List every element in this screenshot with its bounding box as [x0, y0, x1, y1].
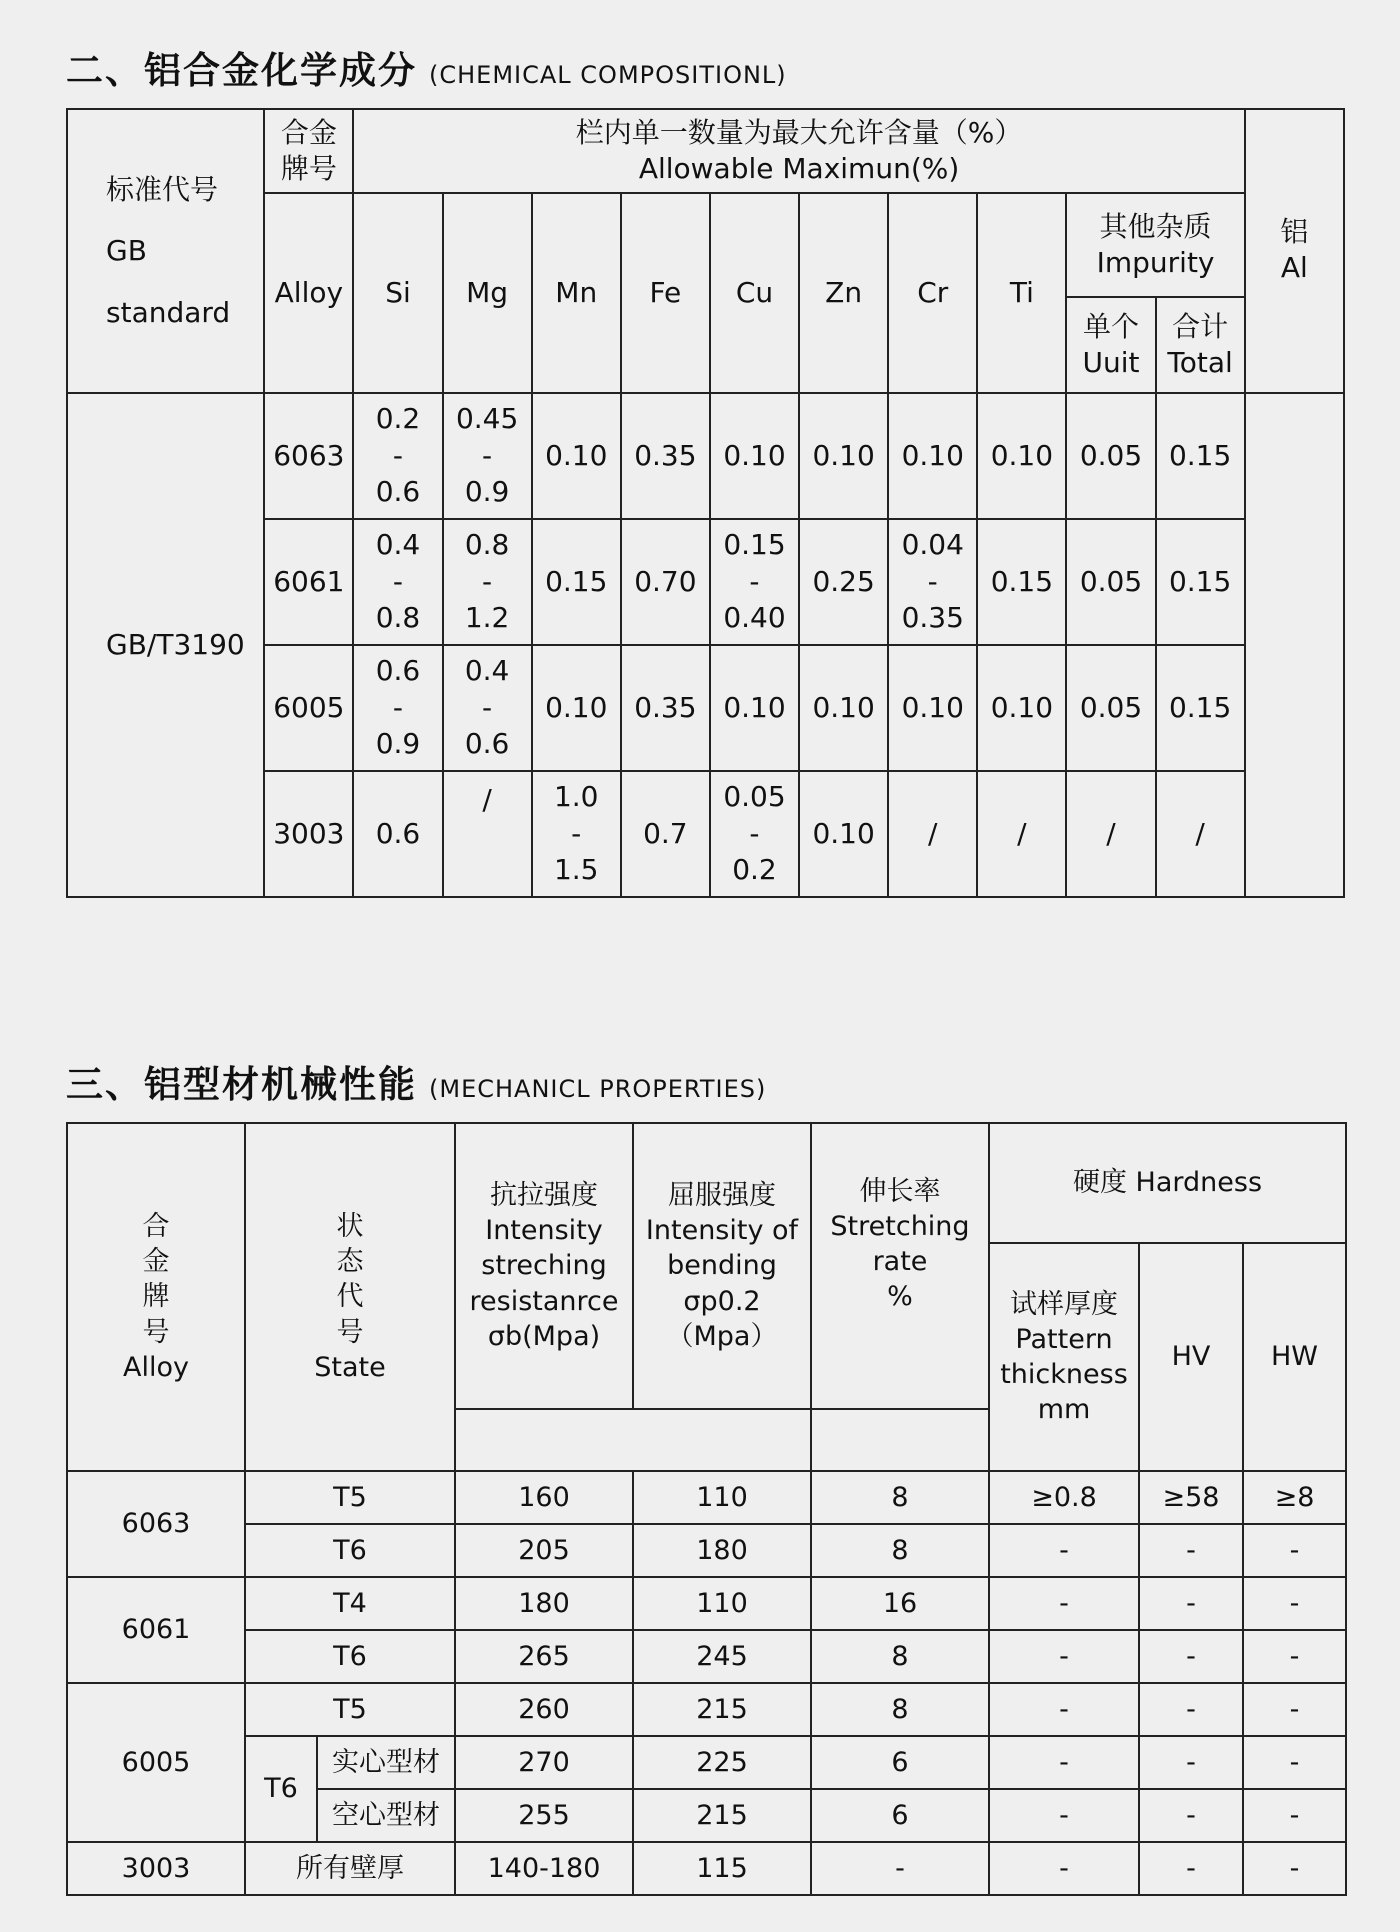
header-impurity-total: 合计 Total	[1156, 297, 1245, 393]
thickness-cell: ≥0.8	[989, 1471, 1139, 1524]
header-tensile: 抗拉强度 Intensity streching resistanrce σb(Mpa)	[455, 1123, 633, 1409]
value-cell: 0.10	[532, 645, 621, 771]
state-cell: T5	[245, 1471, 455, 1524]
yield-cell: 225	[633, 1736, 811, 1789]
header-element-mg: Mg	[443, 193, 532, 393]
header-alloy-en: Alloy	[264, 193, 353, 393]
state-cell: T4	[245, 1577, 455, 1630]
value-cell: 0.15	[1156, 645, 1245, 771]
value-cell: 0.15	[532, 519, 621, 645]
thickness-cell: -	[989, 1683, 1139, 1736]
value-cell: 0.15 - 0.40	[710, 519, 799, 645]
hv-cell: ≥58	[1139, 1471, 1243, 1524]
thickness-cell: -	[989, 1524, 1139, 1577]
substate-cell: 实心型材	[317, 1736, 455, 1789]
value-cell: /	[443, 771, 532, 897]
state-cell: T5	[245, 1683, 455, 1736]
header-impurity: 其他杂质 Impurity	[1066, 193, 1244, 297]
alloy-cell: 3003	[67, 1842, 245, 1895]
thickness-cell: -	[989, 1630, 1139, 1683]
yield-cell: 180	[633, 1524, 811, 1577]
hv-cell: -	[1139, 1630, 1243, 1683]
value-cell: /	[1156, 771, 1245, 897]
value-cell: 0.10	[710, 645, 799, 771]
value-cell: 0.10	[977, 393, 1066, 519]
hv-cell: -	[1139, 1524, 1243, 1577]
hw-cell: -	[1243, 1789, 1346, 1842]
value-cell: 0.10	[532, 393, 621, 519]
header-element-si: Si	[353, 193, 442, 393]
tensile-cell: 255	[455, 1789, 633, 1842]
value-cell: 0.15	[1156, 393, 1245, 519]
value-cell: 0.35	[621, 393, 710, 519]
header-thickness: 试样厚度 Pattern thickness mm	[989, 1243, 1139, 1471]
value-cell: 0.35	[621, 645, 710, 771]
value-cell: 0.05	[1066, 519, 1155, 645]
header-impurity-unit: 单个 Uuit	[1066, 297, 1155, 393]
header-element-cu: Cu	[710, 193, 799, 393]
value-cell: /	[977, 771, 1066, 897]
al-blank	[1245, 393, 1344, 897]
mechanical-properties-table	[66, 1122, 1347, 1896]
header-hardness: 硬度 Hardness	[989, 1123, 1346, 1243]
hw-cell: -	[1243, 1524, 1346, 1577]
substate-cell: 空心型材	[317, 1789, 455, 1842]
hw-cell: -	[1243, 1577, 1346, 1630]
state-cell: 所有壁厚	[245, 1842, 455, 1895]
elongation-cell: 6	[811, 1789, 989, 1842]
yield-cell: 215	[633, 1683, 811, 1736]
header-blank	[455, 1409, 811, 1471]
header-element-mn: Mn	[532, 193, 621, 393]
hw-cell: -	[1243, 1736, 1346, 1789]
hv-cell: -	[1139, 1683, 1243, 1736]
elongation-cell: 8	[811, 1630, 989, 1683]
section-heading-chemical	[66, 40, 787, 94]
elongation-cell: 16	[811, 1577, 989, 1630]
alloy-cell: 6061	[264, 519, 353, 645]
hw-cell: -	[1243, 1630, 1346, 1683]
yield-cell: 110	[633, 1471, 811, 1524]
value-cell: 0.10	[710, 393, 799, 519]
value-cell: 0.4 - 0.6	[443, 645, 532, 771]
value-cell: 0.10	[888, 393, 977, 519]
elongation-cell: 8	[811, 1524, 989, 1577]
header-element-cr: Cr	[888, 193, 977, 393]
state-cell: T6	[245, 1524, 455, 1577]
elongation-cell: 6	[811, 1736, 989, 1789]
yield-cell: 115	[633, 1842, 811, 1895]
alloy-cell: 6063	[67, 1471, 245, 1577]
value-cell: 0.04 - 0.35	[888, 519, 977, 645]
thickness-cell: -	[989, 1736, 1139, 1789]
tensile-cell: 140-180	[455, 1842, 633, 1895]
value-cell: 0.25	[799, 519, 888, 645]
value-cell: 0.10	[799, 393, 888, 519]
value-cell: 0.45 - 0.9	[443, 393, 532, 519]
value-cell: 1.0 - 1.5	[532, 771, 621, 897]
hw-cell: -	[1243, 1842, 1346, 1895]
alloy-cell: 3003	[264, 771, 353, 897]
section-heading-mechanical	[66, 1054, 766, 1108]
elongation-cell: 8	[811, 1683, 989, 1736]
value-cell: 0.05 - 0.2	[710, 771, 799, 897]
alloy-cell: 6061	[67, 1577, 245, 1683]
header-hw: HW	[1243, 1243, 1346, 1471]
tensile-cell: 260	[455, 1683, 633, 1736]
thickness-cell: -	[989, 1577, 1139, 1630]
header-standard: 标准代号 GB standard	[67, 109, 264, 393]
state-cell: T6	[245, 1630, 455, 1683]
section-title-cn: 二、铝合金化学成分	[66, 49, 417, 92]
header-hv: HV	[1139, 1243, 1243, 1471]
header-alloy-cn: 合金 牌号	[264, 109, 353, 193]
header-alloy: 合 金 牌 号 Alloy	[67, 1123, 245, 1471]
alloy-cell: 6005	[264, 645, 353, 771]
section-title-en: (MECHANICL PROPERTIES)	[429, 1075, 767, 1103]
elongation-cell: 8	[811, 1471, 989, 1524]
alloy-cell: 6005	[67, 1683, 245, 1842]
tensile-cell: 265	[455, 1630, 633, 1683]
tensile-cell: 160	[455, 1471, 633, 1524]
value-cell: /	[1066, 771, 1155, 897]
value-cell: /	[888, 771, 977, 897]
value-cell: 0.8 - 1.2	[443, 519, 532, 645]
yield-cell: 245	[633, 1630, 811, 1683]
hv-cell: -	[1139, 1789, 1243, 1842]
value-cell: 0.4 - 0.8	[353, 519, 442, 645]
elongation-cell: -	[811, 1842, 989, 1895]
value-cell: 0.6 - 0.9	[353, 645, 442, 771]
yield-cell: 215	[633, 1789, 811, 1842]
hw-cell: -	[1243, 1683, 1346, 1736]
thickness-cell: -	[989, 1789, 1139, 1842]
section-title-cn: 三、铝型材机械性能	[66, 1063, 417, 1106]
value-cell: 0.10	[977, 645, 1066, 771]
value-cell: 0.10	[888, 645, 977, 771]
thickness-cell: -	[989, 1842, 1139, 1895]
state-cell: T6	[245, 1736, 317, 1842]
alloy-cell: 6063	[264, 393, 353, 519]
header-yield: 屈服强度 Intensity of bending σp0.2 （Mpa）	[633, 1123, 811, 1409]
header-element-zn: Zn	[799, 193, 888, 393]
hv-cell: -	[1139, 1842, 1243, 1895]
value-cell: 0.15	[977, 519, 1066, 645]
section-title-en: (CHEMICAL COMPOSITIONL)	[429, 61, 787, 89]
header-state: 状 态 代 号 State	[245, 1123, 455, 1471]
header-element-ti: Ti	[977, 193, 1066, 393]
tensile-cell: 180	[455, 1577, 633, 1630]
value-cell: 0.70	[621, 519, 710, 645]
header-allowable: 栏内单一数量为最大允许含量（%） Allowable Maximun(%)	[353, 109, 1244, 193]
tensile-cell: 270	[455, 1736, 633, 1789]
hv-cell: -	[1139, 1736, 1243, 1789]
standard-value: GB/T3190	[67, 393, 264, 897]
value-cell: 0.10	[799, 771, 888, 897]
value-cell: 0.15	[1156, 519, 1245, 645]
header-element-fe: Fe	[621, 193, 710, 393]
tensile-cell: 205	[455, 1524, 633, 1577]
value-cell: 0.05	[1066, 393, 1155, 519]
value-cell: 0.7	[621, 771, 710, 897]
header-elongation: 伸长率 Stretching rate %	[811, 1123, 989, 1409]
yield-cell: 110	[633, 1577, 811, 1630]
header-blank	[811, 1409, 989, 1471]
value-cell: 0.2 - 0.6	[353, 393, 442, 519]
hw-cell: ≥8	[1243, 1471, 1346, 1524]
value-cell: 0.6	[353, 771, 442, 897]
value-cell: 0.10	[799, 645, 888, 771]
value-cell: 0.05	[1066, 645, 1155, 771]
header-al: 铝 Al	[1245, 109, 1344, 393]
hv-cell: -	[1139, 1577, 1243, 1630]
chemical-composition-table	[66, 108, 1345, 898]
